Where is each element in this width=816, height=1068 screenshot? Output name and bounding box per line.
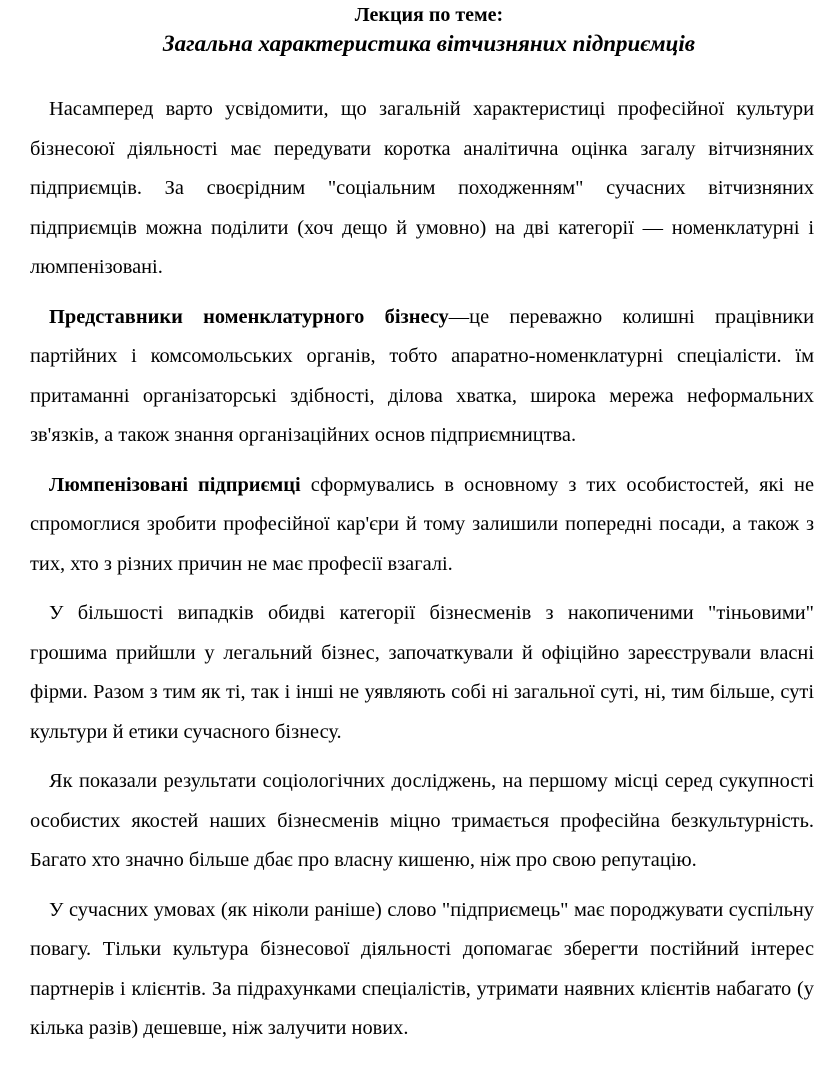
document-body <box>30 90 814 1049</box>
paragraph-text: Насамперед варто усвідомити, що загальній характеристиці професійної культури бізнесоюї діяльності має передувати коротка аналітична оцінка загалу вітчизняних підприємців. За своєрідним "соціальним походженням" сучасних вітчизняних підприємців можна поділити (хоч дещо й умовно) на дві категорії — номенклатурні і люмпенізовані. <box>30 98 814 278</box>
paragraph-text: сформувались в основному з тих особистостей, які не спромоглися зробити професійної кар'єри й тому залишили попередні посади, а також з тих, хто з різних причин не має професії взагалі. <box>30 473 814 575</box>
paragraph-nomenclature-business <box>30 298 814 456</box>
paragraph-lead-term: Люмпенізовані підприємці <box>49 473 301 496</box>
paragraph-research-results <box>30 762 814 881</box>
paragraph-text: У більшості випадків обидві категорії бізнесменів з накопиченими "тіньовими" грошима прийшли у легальний бізнес, започаткували й офіційно зареєстрували власні фірми. Разом з тим як ті, так і інші не уявляють собі ні загальної суті, ні, тим більше, суті культури й етики сучасного бізнесу. <box>30 602 814 743</box>
paragraph-lumpen-entrepreneurs <box>30 466 814 585</box>
document-page <box>30 0 814 1059</box>
paragraph-modern-conditions <box>30 891 814 1049</box>
paragraph-shadow-money <box>30 594 814 752</box>
paragraph-text: —це переважно колишні працівники партійних і комсомольських органів, тобто апаратно-номенклатурні спеціалісти. їм притаманні організаторські здібності, ділова хватка, широка мережа неформальних зв'язків, а також знання організаційних основ підприємництва. <box>30 305 814 446</box>
paragraph-intro <box>30 90 814 288</box>
paragraph-text: Як показали результати соціологічних досліджень, на першому місці серед сукупності особистих якостей наших бізнесменів міцно тримається професійна безкультурність. Багато хто значно більше дбає про власну кишеню, ніж про свою репутацію. <box>30 770 814 871</box>
lecture-title: Загальна характеристика вітчизняних підприємців <box>162 31 696 56</box>
paragraph-text: У сучасних умовах (як ніколи раніше) слово "підприємець" має породжувати суспільну повагу. Тільки культура бізнесової діяльності допомагає зберегти постійний інтерес партнерів і клієнтів. За підрахунками спеціалістів, утримати наявних клієнтів набагато (у кілька разів) дешевше, ніж залучити нових. <box>30 898 814 1039</box>
lecture-heading: Лекция по теме: <box>354 4 504 26</box>
paragraph-lead-term: Представники номенклатурного бізнесу <box>49 305 449 328</box>
